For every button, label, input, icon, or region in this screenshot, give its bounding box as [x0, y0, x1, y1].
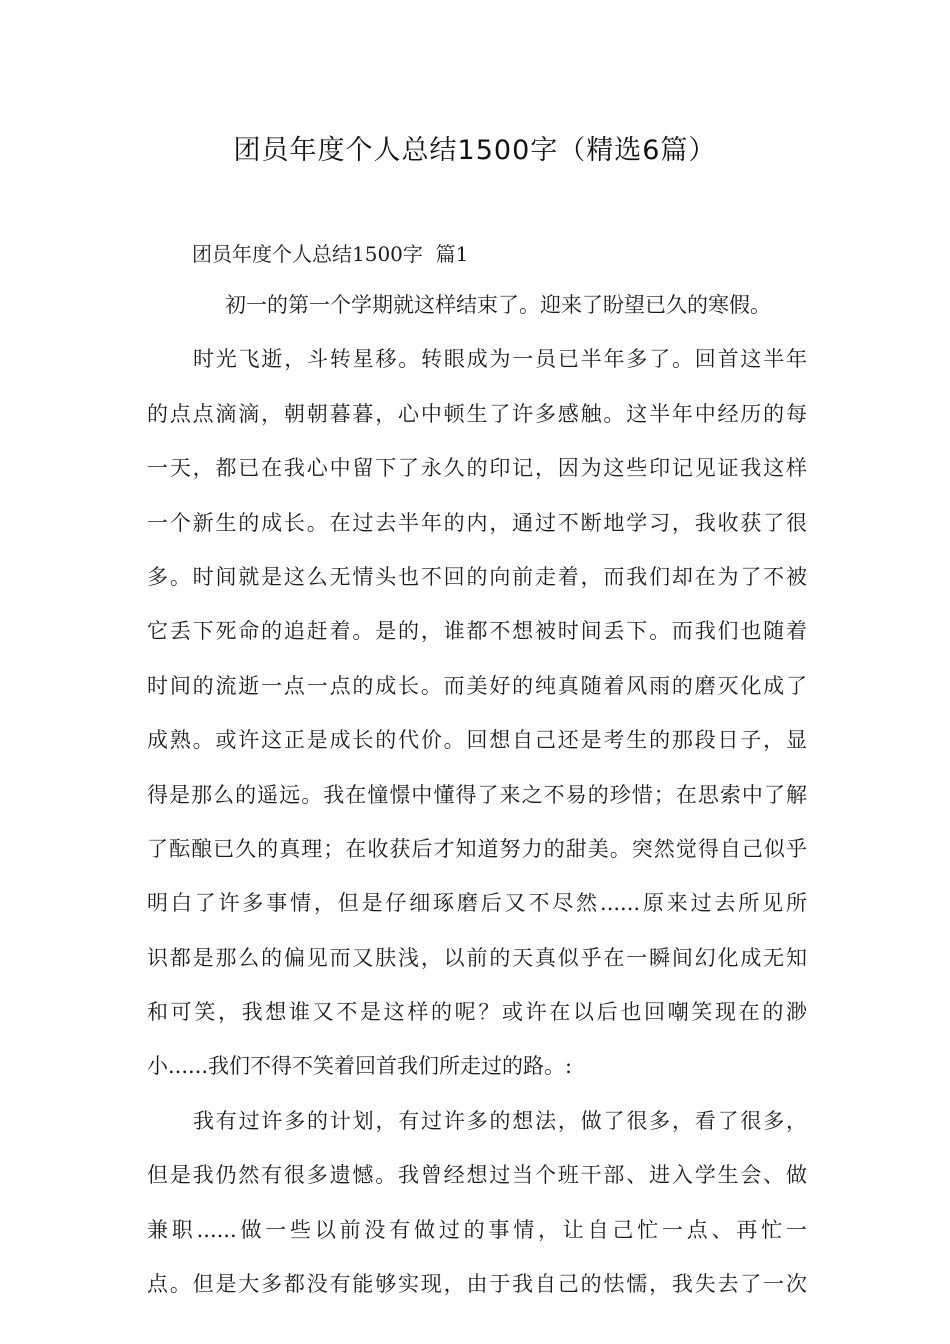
text-line: 识都是那么的偏见而又肤浅，以前的天真似乎在一瞬间幻化成无知: [147, 945, 807, 970]
body-text: [147, 278, 807, 1311]
text-line: 一个新生的成长。在过去半年的内，通过不断地学习，我收获了很: [147, 510, 807, 535]
text-line: 我有过许多的计划，有过许多的想法，做了很多，看了很多，: [193, 1108, 807, 1133]
text-line: 得是那么的遥远。我在憧憬中懂得了来之不易的珍惜；在思索中了解: [147, 782, 807, 807]
text-line: 小......我们不得不笑着回首我们所走过的路。:: [147, 1054, 573, 1079]
text-line: 的点点滴滴，朝朝暮暮，心中顿生了许多感触。这半年中经历的每: [147, 401, 807, 426]
text-line: 明白了许多事情，但是仔细琢磨后又不尽然......原来过去所见所: [147, 891, 807, 916]
text-line: 初一的第一个学期就这样结束了。迎来了盼望已久的寒假。: [225, 293, 771, 317]
text-line: 兼职......做一些以前没有做过的事情，让自己忙一点、再忙一: [147, 1217, 807, 1242]
text-line: 成熟。或许这正是成长的代价。回想自己还是考生的那段日子，显: [147, 728, 807, 753]
text-line: 一天，都已在我心中留下了永久的印记，因为这些印记见证我这样: [147, 456, 807, 481]
text-line: 时间的流逝一点一点的成长。而美好的纯真随着风雨的磨灭化成了: [147, 673, 807, 698]
text-line: 了酝酿已久的真理；在收获后才知道努力的甜美。突然觉得自己似乎: [147, 836, 807, 861]
text-line: 和可笑，我想谁又不是这样的呢？或许在以后也回嘲笑现在的渺: [147, 1000, 807, 1025]
document-title: 团员年度个人总结1500字（精选6篇）: [233, 135, 717, 166]
text-line: 但是我仍然有很多遗憾。我曾经想过当个班干部、进入学生会、做: [147, 1163, 807, 1188]
text-line: 它丢下死命的追赶着。是的，谁都不想被时间丢下。而我们也随着: [147, 619, 807, 644]
text-line: 点。但是大多都没有能够实现，由于我自己的怯懦，我失去了一次: [147, 1272, 807, 1297]
text-line: 多。时间就是这么无情头也不回的向前走着，而我们却在为了不被: [147, 564, 807, 589]
text-line: 时光飞逝，斗转星移。转眼成为一员已半年多了。回首这半年: [193, 347, 807, 372]
section-heading: 团员年度个人总结1500字 篇1: [192, 242, 469, 266]
